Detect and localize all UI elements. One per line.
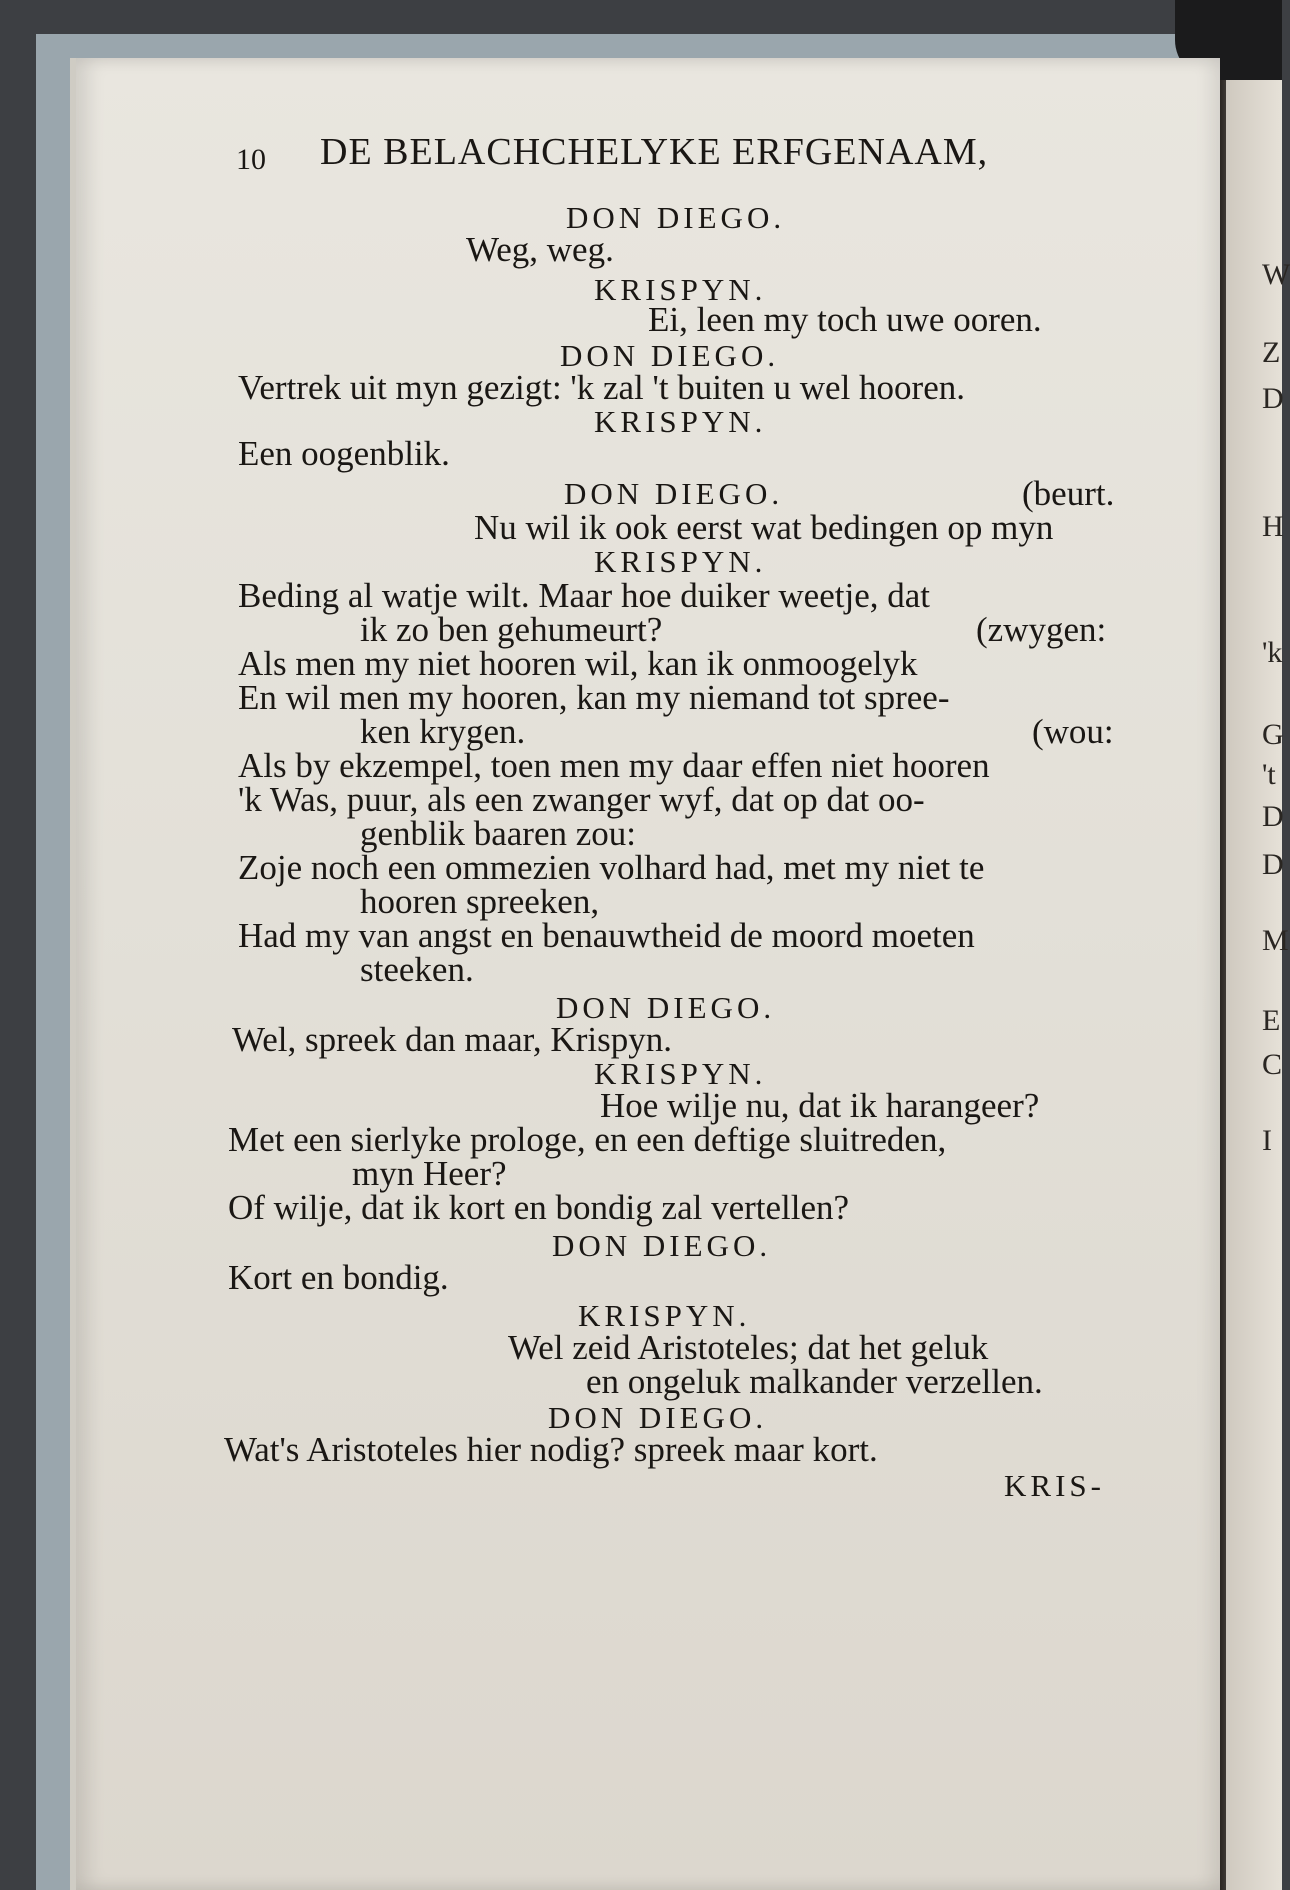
verse-line: Had my van angst en benauwtheid de moord moeten — [238, 916, 975, 955]
turnover-word: (zwygen: — [976, 610, 1107, 649]
verse-line: hooren spreeken, — [360, 882, 600, 921]
speaker-heading: KRISPYN. — [594, 544, 767, 579]
speaker-heading: DON DIEGO. — [560, 338, 780, 373]
facing-letter: I — [1262, 1124, 1272, 1157]
verse-line: myn Heer? — [352, 1154, 507, 1193]
verse-line: ken krygen. — [360, 712, 526, 751]
facing-letter: Z — [1262, 336, 1281, 369]
facing-letter: 't — [1262, 758, 1276, 791]
facing-letter: D — [1262, 382, 1284, 415]
verse-line: Of wilje, dat ik kort en bondig zal vertellen? — [228, 1188, 850, 1227]
speaker-heading: KRISPYN. — [578, 1298, 751, 1333]
facing-letter: D — [1262, 800, 1284, 833]
speaker-heading: DON DIEGO. — [556, 990, 776, 1025]
facing-letter: G — [1262, 718, 1284, 751]
facing-letter: M — [1262, 924, 1289, 957]
verse-line: Weg, weg. — [466, 230, 614, 269]
speaker-heading: KRISPYN. — [594, 272, 767, 307]
verse-line: Ei, leen my toch uwe ooren. — [648, 300, 1042, 339]
verse-line: genblik baaren zou: — [360, 814, 637, 853]
facing-letter: W — [1262, 258, 1290, 291]
verse-line: Hoe wilje nu, dat ik harangeer? — [600, 1086, 1040, 1125]
running-title: DE BELACHCHELYKE ERFGENAAM, — [320, 131, 989, 173]
verse-line: Vertrek uit myn gezigt: 'k zal 't buiten u wel hooren. — [238, 368, 966, 407]
verse-line: en ongeluk malkander verzellen. — [586, 1362, 1043, 1401]
verse-line: Nu wil ik ook eerst wat bedingen op myn — [474, 508, 1054, 547]
verse-line: Met een sierlyke prologe, en een deftige sluitreden, — [228, 1120, 947, 1159]
page-number: 10 — [236, 143, 266, 176]
speaker-heading-2: DON DIEGO. — [564, 476, 784, 511]
facing-letter: H — [1262, 510, 1284, 543]
facing-letter: C — [1262, 1048, 1283, 1081]
verse-line: Zoje noch een ommezien volhard had, met my niet te — [238, 848, 985, 887]
verse-line: Wel, spreek dan maar, Krispyn. — [232, 1020, 672, 1059]
speaker-heading: DON DIEGO. — [552, 1228, 772, 1263]
verse-line: Kort en bondig. — [228, 1258, 449, 1297]
verse-line: 'k Was, puur, als een zwanger wyf, dat op dat oo- — [238, 780, 925, 819]
verse-line: Als men my niet hooren wil, kan ik onmoogelyk — [238, 644, 918, 683]
verse-line: steeken. — [360, 950, 474, 989]
speaker-heading: DON DIEGO. — [566, 200, 786, 235]
verse-line: Wat's Aristoteles hier nodig? spreek maar kort. — [224, 1430, 878, 1469]
catchword: KRIS- — [1004, 1468, 1105, 1503]
verse-line: ik zo ben gehumeurt? — [360, 610, 663, 649]
speaker-heading: KRISPYN. — [594, 404, 767, 439]
facing-letter: 'k — [1262, 636, 1283, 669]
verse-line: En wil men my hooren, kan my niemand tot spree- — [238, 678, 950, 717]
verse-line: Als by ekzempel, toen men my daar effen niet hooren — [238, 746, 990, 785]
speaker-heading: DON DIEGO. — [548, 1400, 768, 1435]
verse-line: Beding al watje wilt. Maar hoe duiker weetje, dat — [238, 576, 930, 615]
verse-line: Een oogenblik. — [238, 434, 450, 473]
verse-line: Wel zeid Aristoteles; dat het geluk — [508, 1328, 989, 1367]
turnover-word: (beurt. — [1022, 474, 1115, 513]
facing-letter: D — [1262, 848, 1284, 881]
speaker-heading: KRISPYN. — [594, 1056, 767, 1091]
turnover-word: (wou: — [1032, 712, 1114, 751]
facing-letter: E — [1262, 1004, 1281, 1037]
